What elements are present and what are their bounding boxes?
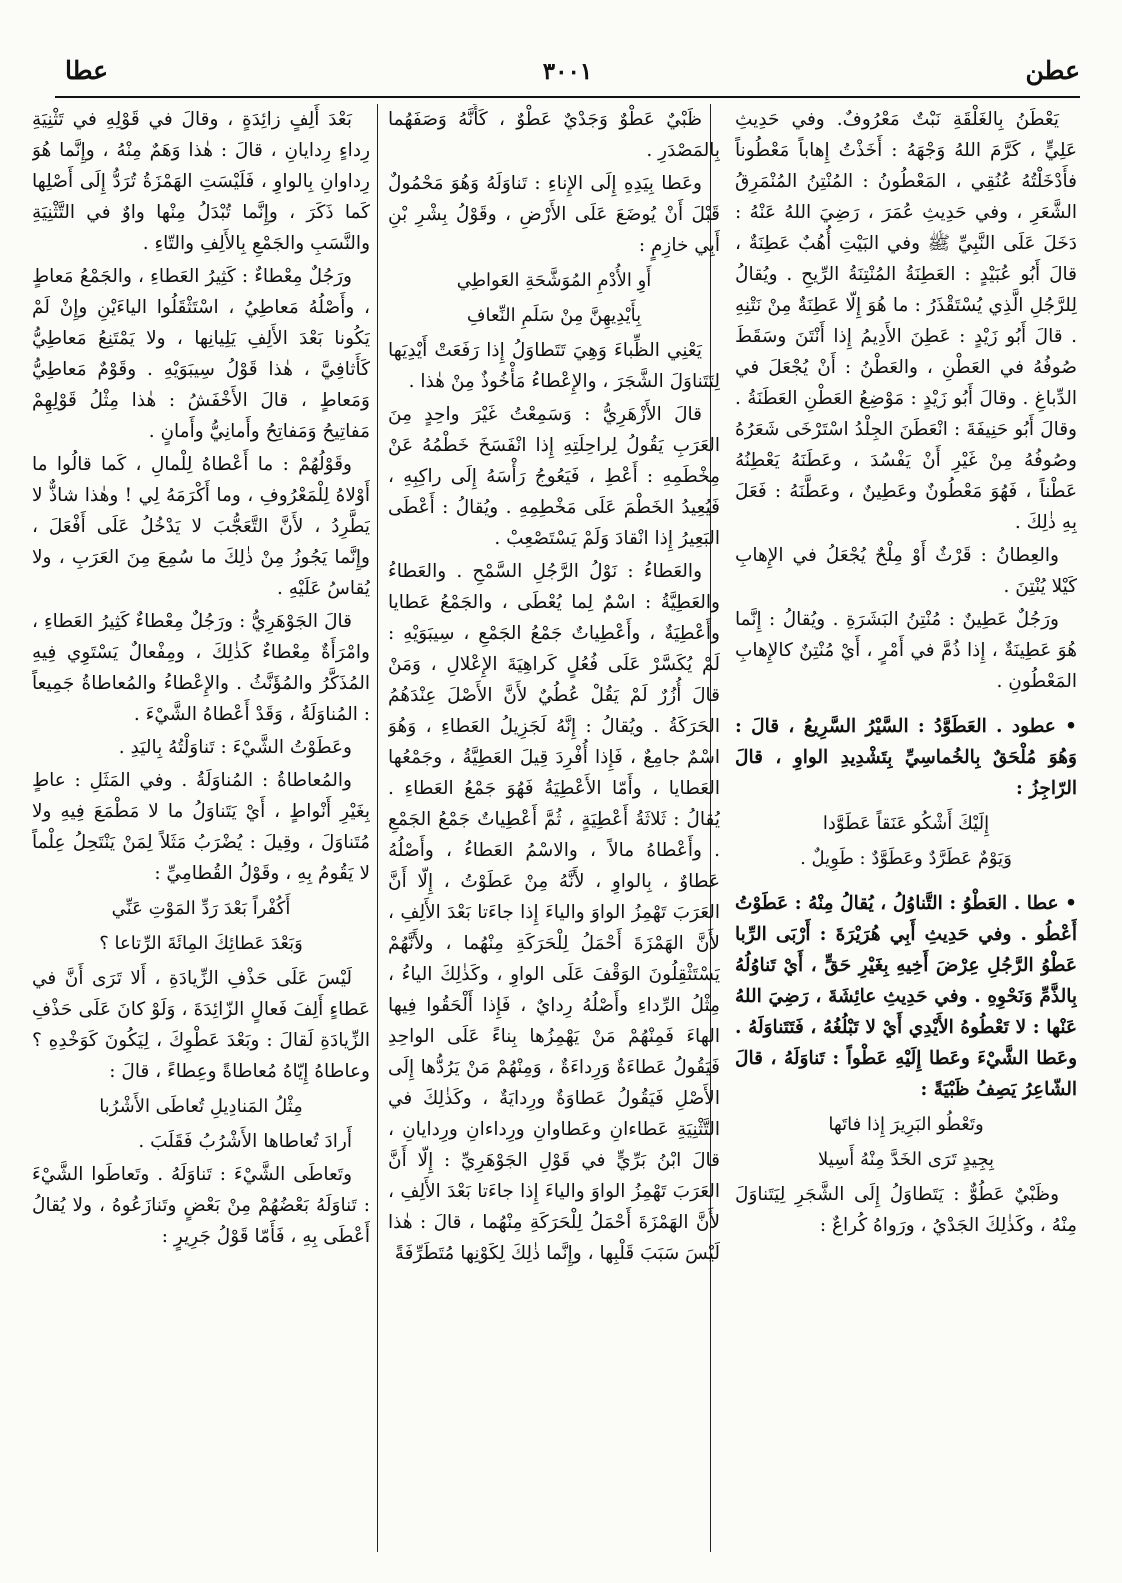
text-paragraph: قالَ الجَوْهَرِيُّ : ورَجُلٌ مِعْطاءٌ كَثِيرُ العَطاءِ ، وامْرَأَةٌ مِعْطاءٌ كَذٰلِكَ ، ومِفْعالٌ يَسْتَوِي فِيهِ المُذَكَّرُ والمُؤَنَّثُ . والإِعْطاءُ والمُعاطاةُ جَمِيعاً : المُناوَلَةُ ، وَقَدْ أَعْطاهُ الشَّيْءَ .: [32, 611, 370, 725]
column-left: [32, 104, 370, 1554]
headword-left: عطا: [65, 56, 109, 85]
text-paragraph: وتَعاطَى الشَّيْءَ : تَناوَلَهُ . وتَعاطَوا الشَّيْءَ : تَناوَلَهُ بَعْضُهُمْ مِنْ بَعْضٍ وتَنازَعُوهُ ، ولا يُقالُ أَعْطَى بِهِ ، فَأَمّا قَوْلُ جَرِيرٍ :: [32, 1164, 370, 1247]
text-paragraph: يَعْطَنُ بِالغَلْقَةِ نَبْتٌ مَعْرُوفٌ. وفي حَدِيثِ عَلِيٍّ ، كَرَّمَ اللهُ وَجْهَهُ : أَخَذْتُ إِهاباً مَعْطُوناً فأَدْخَلْتُهُ عُنُقِي ، المَعْطُونُ : المُنْتِنُ المُنْمَرِقُ الشَّعَرِ ، وفي حَدِيثِ عُمَرَ ، رَضِيَ اللهُ عَنْهُ : دَخَلَ عَلَى النَّبِيِّ ﷺ وفي البَيْتِ أُهُبٌ عَطِنَةٌ ، قالَ أَبُو عُبَيْدٍ : العَطِنَةُ المُنْتِنَةُ الرِّيحِ . ويُقالُ لِلرَّجُلِ الَّذِي يُسْتَقْذَرُ : ما هُوَ إِلّا عَطِنَةٌ مِنْ نَتْنِهِ . قالَ أَبُو زَيْدٍ : عَطِنَ الأَدِيمُ إِذا أَنْتَنَ وسَقَطَ صُوفُهُ في العَطْنِ ، والعَطْنُ : أَنْ يُجْعَلَ في الدِّباغِ . وقالَ أَبُو زَيْدٍ : مَوْضِعُ العَطْنِ العَطَنَةُ . وقالَ أَبُو حَنِيفَةَ : انْعَطَنَ الجِلْدُ اسْتَرْخَى شَعَرُهُ وصُوفُهُ مِنْ غَيْرِ أَنْ يَفْسُدَ ، وعَطَنَهُ يَعْطِنُهُ عَطْناً ، فَهُوَ مَعْطُونٌ وعَطِينٌ ، وعَطَّنَهُ : فَعَلَ بِهِ ذٰلِكَ .: [735, 109, 1077, 533]
text-paragraph: بَعْدَ أَلِفٍ زائِدَةٍ ، وقالَ في قَوْلِهِ في تَثْنِيَةِ رِداءٍ رِدايانِ ، قالَ : هٰذا وَهَمٌ مِنْهُ ، وإِنَّما هُوَ رِداوانِ بِالواوِ ، فَلَيْسَتِ الهَمْزَةُ تُرَدُّ إِلَى أَصْلِها كَما ذَكَرَ ، وإِنَّما تُبْدَلُ مِنْها واوٌ في التَّثْنِيَةِ والنَّسَبِ والجَمْعِ بِالأَلِفِ والتّاءِ .: [32, 109, 370, 254]
text-paragraph: والمُعاطاةُ : المُناوَلَةُ . وفي المَثَلِ : عاطٍ بِغَيْرِ أَنْواطٍ ، أَيْ يَتَناوَلُ ما لا مَطْمَعَ فِيهِ ولا مُتَناوَلَ ، وقِيلَ : يُضْرَبُ مَثَلاً لِمَنْ يَنْتَحِلُ عِلْماً لا يَقُومُ بِهِ ، وقَوْلُ القُطامِيِّ :: [32, 770, 370, 884]
column-right: [735, 104, 1077, 1554]
text-paragraph: أَرادَ تُعاطاها الأَشْرُبُ فَقَلَبَ .: [138, 1131, 352, 1152]
verse-line: بِأَيْدِيهِنَّ مِنْ سَلَمِ النِّعافِ: [466, 305, 642, 326]
text-paragraph: ورَجُلٌ عَطِينٌ : مُنْتِنُ البَشَرَةِ . ويُقالُ : إِنَّما هُوَ عَطِينَةٌ ، إِذا ذُمَّ في أَمْرٍ ، أَيْ مُنْتِنٌ كالإِهابِ المَعْطُونِ .: [735, 609, 1077, 692]
headword-right: عطن: [1025, 56, 1080, 85]
column-divider: [377, 104, 378, 1552]
text-paragraph: وعَطا بِيَدِهِ إِلَى الإِناءِ : تَناوَلَهُ وَهُوَ مَحْمُولٌ قَبْلَ أَنْ يُوضَعَ عَلَى الأَرْضِ ، وقَوْلُ بِشْرِ بْنِ أَبِي خازِمٍ :: [388, 173, 720, 256]
text-paragraph: وظَبْيٌ عَطُوٌّ : يَتَطاوَلُ إِلَى الشَّجَرِ لِيَتَناوَلَ مِنْهُ ، وكَذٰلِكَ الجَدْيُ ، ورَواهُ كُراعٌ :: [735, 1184, 1077, 1236]
verse-line: مِثْلُ المَنادِيلِ تُعاطَى الأَشْرُبا: [99, 1096, 303, 1117]
verse-line: وتَعْطُو البَرِيرَ إِذا فاتَها: [828, 1114, 984, 1135]
verse-line: أَوِ الأُدْمِ المُوَشَّحَةِ العَواطِي: [456, 270, 652, 291]
text-paragraph: لَيْسَ عَلَى حَذْفِ الزِّيادَةِ ، أَلا تَرَى أَنَّ في عَطاءٍ أَلِفَ فَعالٍ الزّائِدَةَ ، وَلَوْ كانَ عَلَى حَذْفِ الزِّيادَةِ لَقالَ : وبَعْدَ عَطْوِكَ ، لِيَكُونَ كَوَخْدِهِ ؟ وعاطاهُ إِيّاهُ مُعاطاةً وعِطاءً ، قالَ :: [32, 968, 370, 1082]
text-paragraph: ظَبْيٌ عَطْوٌ وَجَدْيٌ عَطْوٌ ، كَأَنَّهُ وَصَفَهُما بِالمَصْدَرِ .: [388, 109, 720, 161]
entry-heading-paragraph: • عطا . العَطْوُ : التَّناوُلُ ، يُقالُ مِنْهُ : عَطَوْتُ أَعْطُو . وفي حَدِيثِ أَبِي هُرَيْرَةَ : أَرْبَى الرِّبا عَطْوُ الرَّجُلِ عِرْضَ أَخِيهِ بِغَيْرِ حَقٍّ ، أَيْ تَناوُلُهُ بِالذَّمِّ وَنَحْوِهِ . وفي حَدِيثِ عائِشَةَ ، رَضِيَ اللهُ عَنْها : لا تَعْطُوهُ الأَيْدِي أَيْ لا تَبْلُغُهُ ، فَتَتَناوَلَهُ . وعَطا الشَّيْءَ وعَطا إِلَيْهِ عَطْواً : تَناوَلَهُ ، قالَ الشّاعِرُ يَصِفُ ظَبْيَةً :: [735, 888, 1077, 1105]
verse-line: إِلَيْكَ أَشْكُو عَنَقاً عَطَوَّدا: [822, 813, 990, 834]
verse-line: وَبَعْدَ عَطائِكَ المِائَةَ الرِّتاعا ؟: [99, 933, 303, 954]
text-paragraph: وعَطَوْتُ الشَّيْءَ : تَناوَلْتُهُ بِاليَدِ .: [118, 737, 352, 758]
column-middle: [388, 104, 720, 1554]
text-paragraph: قالَ الأَزْهَرِيُّ : وَسَمِعْتُ غَيْرَ واحِدٍ مِنَ العَرَبِ يَقُولُ لِراحِلَتِهِ إِذا انْفَسَخَ خَطْمُهُ عَنْ مِخْطَمِهِ : أَعْطِ ، فَيَعُوجُ رَأْسَهُ إِلَى راكِبِهِ ، فَيُعِيدُ الخَطْمَ عَلَى مَخْطِمِهِ . ويُقالُ : أَعْطَى البَعِيرُ إِذا انْقادَ وَلَمْ يَسْتَصْعِبْ .: [388, 404, 720, 549]
verse-line: بِجِيدٍ تَرَى الخَدَّ مِنْهُ أَسِيلا: [818, 1149, 994, 1170]
text-paragraph: ورَجُلٌ مِعْطاءٌ : كَثِيرُ العَطاءِ ، والجَمْعُ مَعاطٍ ، وأَصْلُهُ مَعاطِيُ ، اسْتَثْقَلُوا الياءَيْنِ وإِنْ لَمْ يَكُونا بَعْدَ الأَلِفِ يَلِيانِها ، ولا يَمْتَنِعُ مَعاطِيُّ كَأَثافِيَّ ، هٰذا قَوْلُ سِيبَوَيْهِ . وقَوْمٌ مَعاطِيُّ وَمَعاطٍ ، قالَ الأَخْفَشُ : هٰذا مِثْلُ قَوْلِهِمْ مَفاتِيحُ وَمَفاتِحُ وأَمانِيُّ وأَمانٍ .: [32, 266, 370, 442]
text-paragraph: والعِطانُ : قَرْثٌ أَوْ مِلْحٌ يُجْعَلُ في الإِهابِ كَيْلا يُنْتِنَ .: [735, 545, 1077, 597]
text-paragraph: يَعْنِي الظِّباءَ وَهِيَ تَتَطاوَلُ إِذا رَفَعَتْ أَيْدِيَها لِتَتَناوَلَ الشَّجَرَ ، والإِعْطاءُ مَأْخُوذٌ مِنْ هٰذا .: [388, 340, 720, 392]
text-paragraph: وقَوْلُهُمْ : ما أَعْطاهُ لِلْمالِ ، كَما قالُوا ما أَوْلاهُ لِلْمَعْرُوفِ ، وما أَكْرَمَهُ لِي ! وهٰذا شاذٌّ لا يَطَّرِدُ ، لأَنَّ التَّعَجُّبَ لا يَدْخُلُ عَلَى أَفْعَلَ ، وإِنَّما يَجُوزُ مِنْ ذٰلِكَ ما سُمِعَ مِنَ العَرَبِ ، ولا يُقاسُ عَلَيْهِ .: [32, 454, 370, 599]
verse-line: أَكُفْراً بَعْدَ رَدِّ المَوْتِ عَنِّي: [111, 898, 291, 919]
page-number: ٣٠٠١: [542, 58, 593, 85]
entry-heading-paragraph: • عطود . العَطَوَّدُ : السَّيْرُ السَّرِيعُ ، قالَ : وَهُوَ مُلْحَقٌ بِالخُماسِيِّ بِتَشْدِيدِ الواوِ ، قالَ الرّاجِزُ :: [735, 711, 1077, 804]
text-paragraph: والعَطاءُ : نَوْلُ الرَّجُلِ السَّمْحِ . والعَطاءُ والعَطِيَّةُ : اسْمٌ لِما يُعْطَى ، والجَمْعُ عَطايا وأَعْطِيَةٌ ، وأَعْطِياتٌ جَمْعُ الجَمْعِ ، سِيبَوَيْهِ : لَمْ يُكَسَّرْ عَلَى فُعُلٍ كَراهِيَةَ الإِعْلالِ ، وَمَنْ قالَ أُزُرٌ لَمْ يَقُلْ عُطُيٌ لأَنَّ الأَصْلَ عِنْدَهُمُ الحَرَكَةُ . ويُقالُ : إِنَّهُ لَجَزِيلُ العَطاءِ ، وَهُوَ اسْمٌ جامِعٌ ، فَإِذا أُفْرِدَ قِيلَ العَطِيَّةُ ، وجَمْعُها العَطايا ، وأَمّا الأَعْطِيَةُ فَهُوَ جَمْعُ العَطاءِ . يُقالُ : ثَلاثَةُ أَعْطِيَةٍ ، ثُمَّ أَعْطِياتٌ جَمْعُ الجَمْعِ . وأَعْطاهُ مالاً ، والاسْمُ العَطاءُ ، وأَصْلُهُ عَطاوٌ ، بِالواوِ ، لأَنَّهُ مِنْ عَطَوْتُ ، إِلّا أَنَّ العَرَبَ تَهْمِزُ الواوَ والياءَ إِذا جاءَتا بَعْدَ الأَلِفِ ، لأَنَّ الهَمْزَةَ أَحْمَلُ لِلْحَرَكَةِ مِنْهُما ، ولأَنَّهُمْ يَسْتَثْقِلُونَ الوَقْفَ عَلَى الواوِ ، وكَذٰلِكَ الياءُ ، مِثْلُ الرِّداءِ وأَصْلُهُ رِدايٌ ، فَإِذا أَلْحَقُوا فِيها الهاءَ فَمِنْهُمْ مَنْ يَهْمِزُها بِناءً عَلَى الواحِدِ فَيَقُولُ عَطاءَةٌ وَرِداءَةٌ ، وَمِنْهُمْ مَنْ يَرُدُّها إِلَى الأَصْلِ فَيَقُولُ عَطاوَةٌ ورِدايَةٌ ، وكَذٰلِكَ في التَّثْنِيَةِ عَطاءانِ وعَطاوانِ ورِداءانِ ورِدايانِ ، قالَ ابْنُ بَرِّيٍّ في قَوْلِ الجَوْهَرِيِّ : إِلّا أَنَّ العَرَبَ تَهْمِزُ الواوَ والياءَ إِذا جاءَتا بَعْدَ الأَلِفِ ، لأَنَّ الهَمْزَةَ أَحْمَلُ لِلْحَرَكَةِ مِنْهُما ، قالَ : هٰذا لَيْسَ سَبَبَ قَلْبِها ، وإِنَّما ذٰلِكَ لِكَوْنِها مُتَطَرِّفَةً: [388, 561, 720, 1264]
page-header: [55, 58, 1080, 98]
verse-line: وَيَوْمٌ عَطَرَّدٌ وعَطَوَّدٌ : طَوِيلٌ .: [800, 848, 1012, 869]
